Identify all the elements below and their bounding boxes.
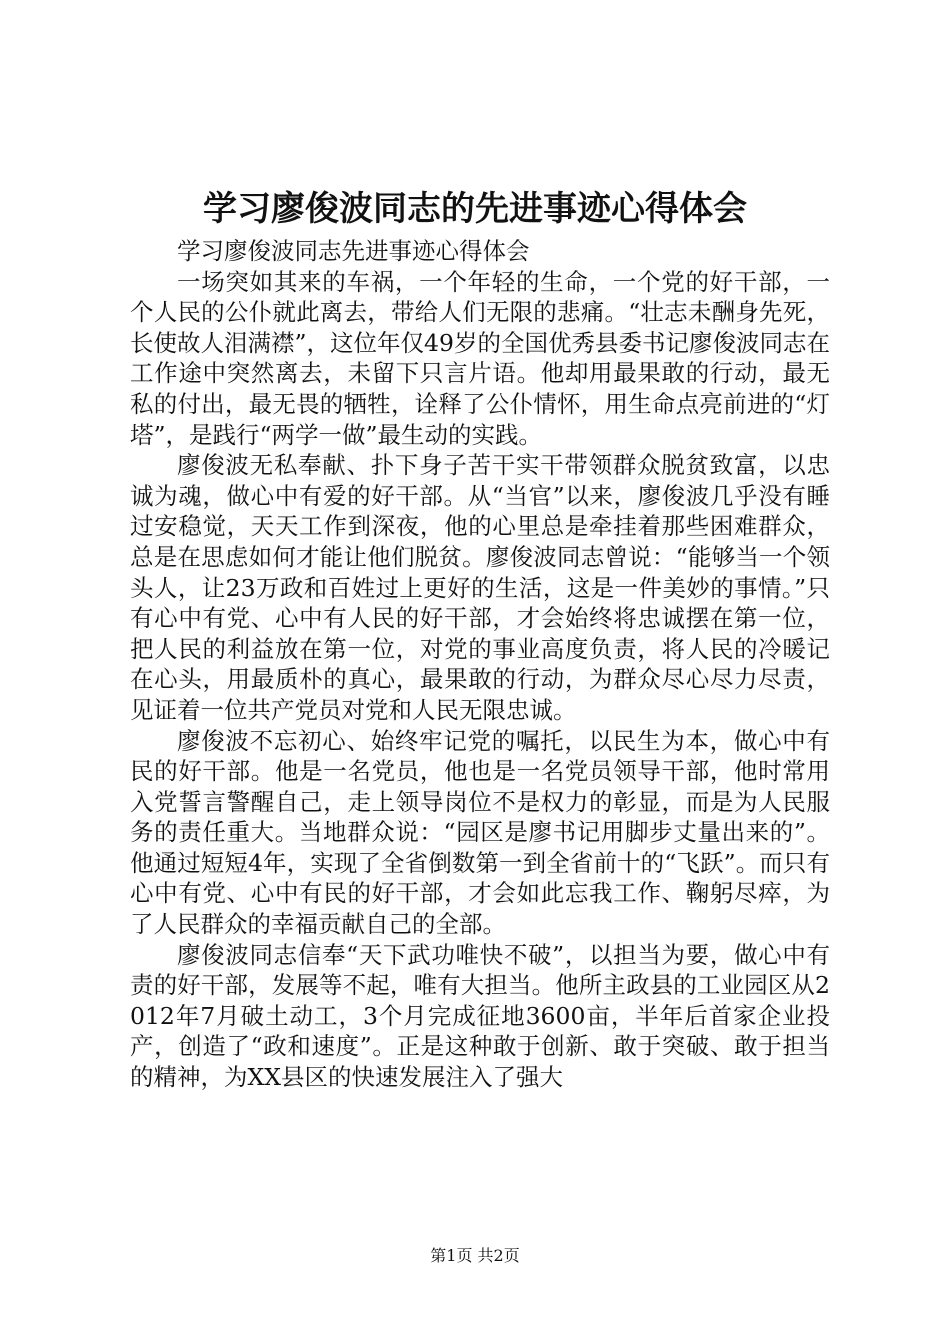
body-paragraph-2: 廖俊波无私奉献、扑下身子苦干实干带领群众脱贫致富，以忠诚为魂，做心中有爱的好干部。从“当官”以来，廖俊波几乎没有睡过安稳觉，天天工作到深夜，他的心里总是牵挂着那些困难群众，总是在思虑如何才能让他们脱贫。廖俊波同志曾说：“能够当一个领头人，让23万政和百姓过上更好的生活，这是一件美妙的事情。”只有心中有党、心中有人民的好干部，才会始终将忠诚摆在第一位，把人民的利益放在第一位，对党的事业高度负责，将人民的冷暖记在心头，用最质朴的真心，最果敢的行动，为群众尽心尽力尽责，见证着一位共产党员对党和人民无限忠诚。 [130, 451, 830, 724]
document-body [130, 236, 830, 1093]
document-title: 学习廖俊波同志的先进事迹心得体会 [203, 189, 747, 229]
page-footer: 第1页 共2页 [430, 1246, 520, 1265]
subtitle-paragraph: 学习廖俊波同志先进事迹心得体会 [177, 237, 530, 265]
body-paragraph-4: 廖俊波同志信奉“天下武功唯快不破”，以担当为要，做心中有责的好干部，发展等不起，唯有大担当。他所主政县的工业园区从2012年7月破土动工，3个月完成征地3600亩，半年后首家企业投产，创造了“政和速度”。正是这种敢于创新、敢于突破、敢于担当的精神，为XX县区的快速发展注入了强大 [130, 940, 830, 1092]
body-paragraph-3: 廖俊波不忘初心、始终牢记党的嘱托，以民生为本，做心中有民的好干部。他是一名党员，他也是一名党员领导干部，他时常用入党誓言警醒自己，走上领导岗位不是权力的彰显，而是为人民服务的责任重大。当地群众说：“园区是廖书记用脚步丈量出来的”。他通过短短4年，实现了全省倒数第一到全省前十的“飞跃”。而只有心中有党、心中有民的好干部，才会如此忘我工作、鞠躬尽瘁，为了人民群众的幸福贡献自己的全部。 [130, 726, 830, 939]
body-paragraph-1: 一场突如其来的车祸，一个年轻的生命，一个党的好干部，一个人民的公仆就此离去，带给人们无限的悲痛。“壮志未酬身先死，长使故人泪满襟”，这位年仅49岁的全国优秀县委书记廖俊波同志在工作途中突然离去，未留下只言片语。他却用最果敢的行动，最无私的付出，最无畏的牺牲，诠释了公仆情怀，用生命点亮前进的“灯塔”，是践行“两学一做”最生动的实践。 [130, 267, 830, 449]
